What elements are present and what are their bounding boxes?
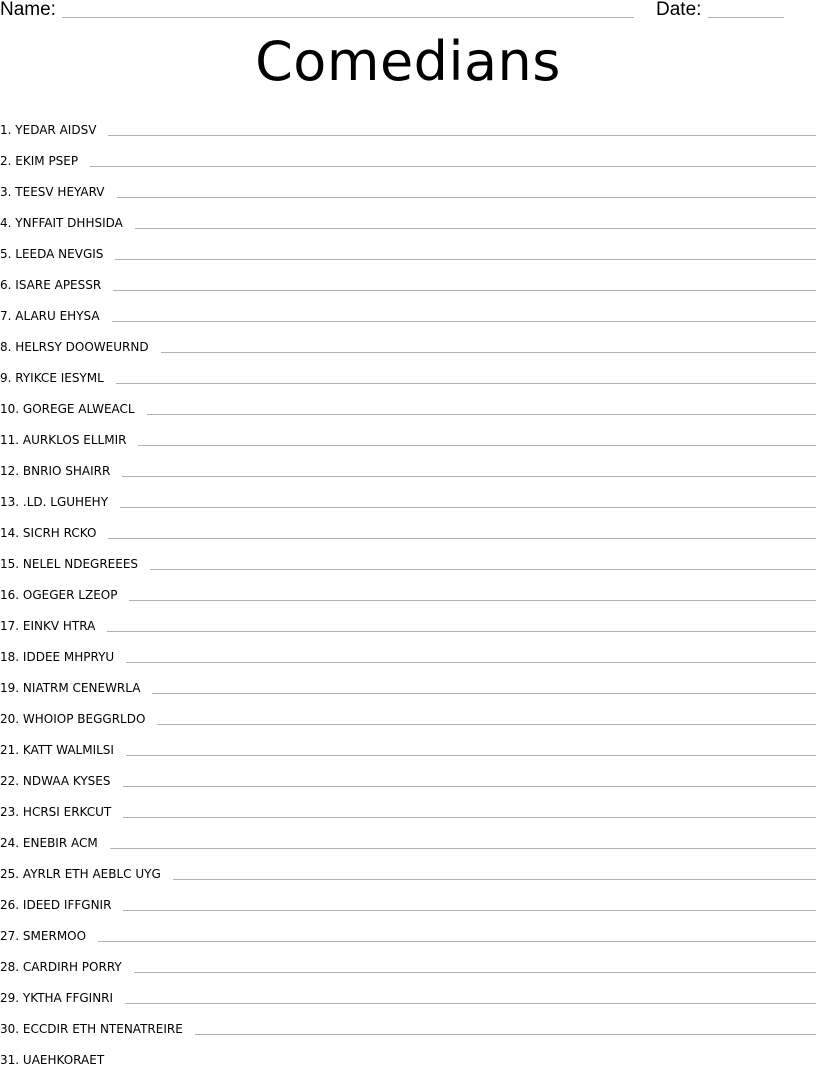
item-number: 13.: [0, 495, 20, 509]
scramble-text: [0, 898, 111, 912]
list-item: [0, 168, 816, 199]
item-number: 3.: [0, 185, 12, 199]
scrambled-word: YNFFAIT DHHSIDA: [15, 216, 123, 230]
list-item: [0, 633, 816, 664]
scramble-text: [0, 216, 123, 230]
answer-line[interactable]: [150, 568, 816, 570]
answer-line[interactable]: [135, 227, 816, 229]
item-number: 22.: [0, 774, 20, 788]
list-item: [0, 230, 816, 261]
list-item: [0, 757, 816, 788]
answer-line[interactable]: [122, 475, 816, 477]
scramble-text: [0, 1022, 183, 1036]
scrambled-word: EKIM PSEP: [15, 154, 79, 168]
scramble-text: [0, 495, 108, 509]
answer-line[interactable]: [126, 754, 816, 756]
item-number: 31.: [0, 1053, 20, 1067]
list-item: [0, 664, 816, 695]
scramble-text: [0, 867, 161, 881]
answer-line[interactable]: [123, 816, 816, 818]
worksheet-header: [0, 0, 816, 24]
scrambled-word: WHOIOP BEGGRLDO: [22, 712, 146, 726]
scramble-text: [0, 588, 117, 602]
item-number: 8.: [0, 340, 12, 354]
scramble-text: [0, 154, 78, 168]
list-item: [0, 137, 816, 168]
list-item: [0, 726, 816, 757]
scrambled-word: IDDEE MHPRYU: [22, 650, 115, 664]
scramble-text: [0, 340, 149, 354]
scrambled-word: AYRLR ETH AEBLC UYG: [22, 867, 161, 881]
item-number: 17.: [0, 619, 20, 633]
scrambled-word: OGEGER LZEOP: [22, 588, 118, 602]
scrambled-word: HCRSI ERKCUT: [22, 805, 112, 819]
list-item: [0, 695, 816, 726]
scramble-text: [0, 526, 96, 540]
answer-line[interactable]: [147, 413, 816, 415]
answer-line[interactable]: [157, 723, 816, 725]
scrambled-word: CARDIRH PORRY: [22, 960, 122, 974]
scramble-text: [0, 433, 126, 447]
answer-line[interactable]: [108, 537, 816, 539]
scrambled-word: KATT WALMILSI: [22, 743, 114, 757]
item-number: 24.: [0, 836, 20, 850]
scrambled-word: NELEL NDEGREEES: [22, 557, 139, 571]
answer-line[interactable]: [108, 134, 816, 136]
list-item: [0, 850, 816, 881]
date-label: Date:: [656, 0, 702, 20]
list-item: [0, 974, 816, 1005]
item-number: 18.: [0, 650, 20, 664]
answer-line[interactable]: [123, 909, 816, 911]
scramble-text: [0, 960, 122, 974]
item-number: 26.: [0, 898, 20, 912]
answer-line[interactable]: [98, 940, 816, 942]
answer-line[interactable]: [117, 196, 816, 198]
list-item: [0, 819, 816, 850]
item-number: 9.: [0, 371, 12, 385]
scrambled-word: IDEED IFFGNIR: [22, 898, 112, 912]
scrambled-word: YEDAR AIDSV: [15, 123, 97, 137]
scramble-text: [0, 681, 140, 695]
answer-line[interactable]: [161, 351, 816, 353]
scramble-text: [0, 557, 138, 571]
scramble-text: [0, 991, 113, 1005]
answer-line[interactable]: [134, 971, 816, 973]
scramble-text: [0, 743, 114, 757]
answer-line[interactable]: [125, 1002, 816, 1004]
scrambled-word: BNRIO SHAIRR: [22, 464, 111, 478]
scramble-text: [0, 247, 103, 261]
answer-line[interactable]: [173, 878, 816, 880]
item-number: 14.: [0, 526, 20, 540]
list-item: [0, 478, 816, 509]
scrambled-word: ECCDIR ETH NTENATREIRE: [22, 1022, 183, 1036]
list-item: [0, 571, 816, 602]
scramble-text: [0, 185, 105, 199]
scrambled-word: YKTHA FFGINRI: [22, 991, 114, 1005]
scramble-text: [0, 1053, 104, 1067]
item-number: 2.: [0, 154, 12, 168]
item-number: 28.: [0, 960, 20, 974]
scramble-text: [0, 402, 135, 416]
list-item: [0, 1036, 816, 1067]
list-item: [0, 1005, 816, 1036]
scrambled-word: SMERMOO: [22, 929, 87, 943]
scramble-text: [0, 712, 145, 726]
item-number: 25.: [0, 867, 20, 881]
item-number: 7.: [0, 309, 12, 323]
item-number: 4.: [0, 216, 12, 230]
scramble-text: [0, 836, 98, 850]
answer-line[interactable]: [112, 320, 816, 322]
answer-line[interactable]: [115, 258, 816, 260]
item-number: 12.: [0, 464, 20, 478]
date-field-line: [708, 17, 784, 18]
scrambled-word: .LD. LGUHEHY: [22, 495, 109, 509]
item-number: 6.: [0, 278, 12, 292]
answer-line[interactable]: [116, 382, 816, 384]
answer-line[interactable]: [126, 661, 816, 663]
scramble-list: [0, 106, 816, 1067]
list-item: [0, 447, 816, 478]
scrambled-word: AURKLOS ELLMIR: [22, 433, 127, 447]
list-item: [0, 788, 816, 819]
scrambled-word: TEESV HEYARV: [15, 185, 105, 199]
answer-line[interactable]: [90, 165, 816, 167]
answer-line[interactable]: [138, 444, 816, 446]
item-number: 1.: [0, 123, 12, 137]
scramble-text: [0, 929, 86, 943]
list-item: [0, 943, 816, 974]
item-number: 11.: [0, 433, 20, 447]
answer-line[interactable]: [107, 630, 816, 632]
scrambled-word: ENEBIR ACM: [22, 836, 98, 850]
item-number: 30.: [0, 1022, 20, 1036]
scrambled-word: RYIKCE IESYML: [15, 371, 104, 385]
scramble-text: [0, 619, 95, 633]
list-item: [0, 292, 816, 323]
answer-line[interactable]: [113, 289, 816, 291]
item-number: 10.: [0, 402, 20, 416]
item-number: 29.: [0, 991, 20, 1005]
list-item: [0, 261, 816, 292]
item-number: 21.: [0, 743, 20, 757]
scrambled-word: UAEHKORAET: [22, 1053, 105, 1067]
name-field-line: [62, 17, 634, 18]
page-title: Comedians: [255, 30, 561, 93]
scramble-text: [0, 464, 110, 478]
list-item: [0, 354, 816, 385]
list-item: [0, 323, 816, 354]
list-item: [0, 385, 816, 416]
scrambled-word: ALARU EHYSA: [15, 309, 100, 323]
item-number: 27.: [0, 929, 20, 943]
scrambled-word: NIATRM CENEWRLA: [22, 681, 141, 695]
scramble-text: [0, 650, 114, 664]
scrambled-word: GOREGE ALWEACL: [22, 402, 135, 416]
scrambled-word: EINKV HTRA: [22, 619, 96, 633]
answer-line[interactable]: [195, 1033, 816, 1035]
answer-line[interactable]: [123, 785, 816, 787]
answer-line[interactable]: [129, 599, 816, 601]
list-item: [0, 881, 816, 912]
item-number: 20.: [0, 712, 20, 726]
answer-line[interactable]: [152, 692, 816, 694]
scramble-text: [0, 774, 111, 788]
scramble-text: [0, 805, 111, 819]
list-item: [0, 416, 816, 447]
answer-line[interactable]: [110, 847, 816, 849]
item-number: 15.: [0, 557, 20, 571]
scrambled-word: NDWAA KYSES: [22, 774, 111, 788]
list-item: [0, 912, 816, 943]
name-label: Name:: [0, 0, 56, 20]
item-number: 23.: [0, 805, 20, 819]
item-number: 19.: [0, 681, 20, 695]
scramble-text: [0, 371, 104, 385]
list-item: [0, 509, 816, 540]
scramble-text: [0, 309, 100, 323]
list-item: [0, 106, 816, 137]
scrambled-word: LEEDA NEVGIS: [15, 247, 104, 261]
scrambled-word: HELRSY DOOWEURND: [15, 340, 149, 354]
scramble-text: [0, 123, 96, 137]
scrambled-word: ISARE APESSR: [15, 278, 102, 292]
list-item: [0, 540, 816, 571]
list-item: [0, 602, 816, 633]
scrambled-word: SICRH RCKO: [22, 526, 97, 540]
item-number: 16.: [0, 588, 20, 602]
item-number: 5.: [0, 247, 12, 261]
scramble-text: [0, 278, 101, 292]
list-item: [0, 199, 816, 230]
answer-line[interactable]: [120, 506, 816, 508]
